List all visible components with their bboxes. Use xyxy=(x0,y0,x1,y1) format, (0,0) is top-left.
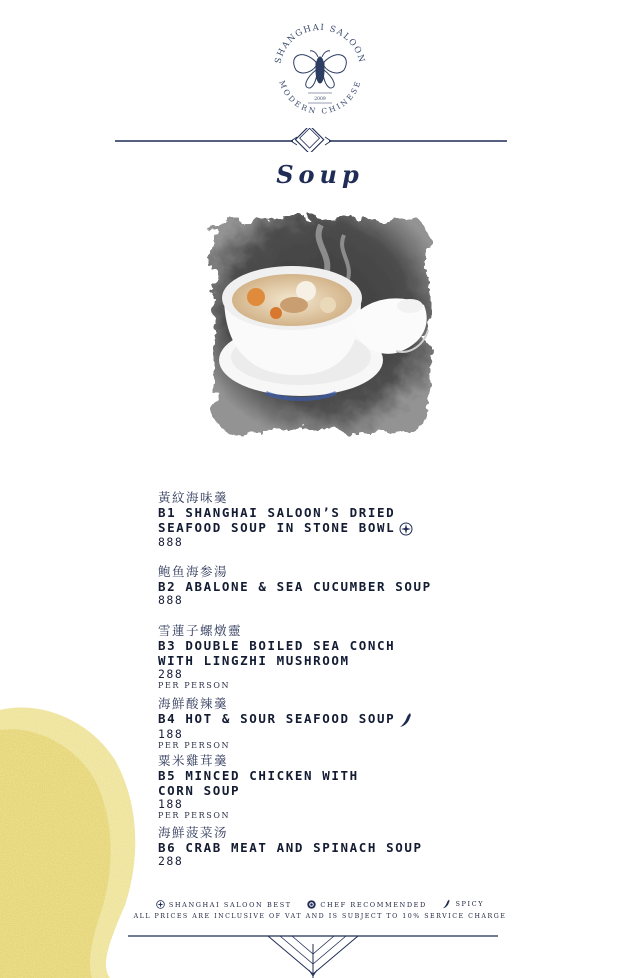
item-english-name-line2: WITH LINGZHI MUSHROOM xyxy=(158,653,350,668)
item-english-name: B3 DOUBLE BOILED SEA CONCH xyxy=(158,638,396,653)
item-english-name: B6 CRAB MEAT AND SPINACH SOUP xyxy=(158,840,423,855)
item-chinese-name: 雪蓮子螺燉靈 xyxy=(158,623,243,638)
section-title: Soup xyxy=(276,160,364,189)
bottom-divider xyxy=(128,930,498,978)
item-price: 888 xyxy=(158,593,184,607)
item-english-name-line2: CORN SOUP xyxy=(158,783,241,798)
item-price: 288 xyxy=(158,667,184,681)
chef-recommended-icon xyxy=(307,900,316,909)
item-english-name-line2: SEAFOOD SOUP IN STONE BOWL xyxy=(158,520,488,536)
item-english-name: B1 SHANGHAI SALOON’S DRIED xyxy=(158,505,396,520)
brand-year: 2009 xyxy=(314,97,326,102)
menu-item-b3 xyxy=(158,623,488,691)
item-chinese-name: 海鮮菠菜汤 xyxy=(158,825,229,840)
menu-item-b6 xyxy=(158,825,488,868)
legend-spicy xyxy=(442,899,484,909)
menu-item-b2 xyxy=(158,564,488,607)
spicy-icon xyxy=(442,899,451,909)
saloon-best-icon xyxy=(156,900,165,909)
spicy-icon xyxy=(399,712,413,728)
item-chinese-name: 鲍鱼海参湯 xyxy=(158,564,229,579)
bee-icon xyxy=(294,51,347,88)
item-chinese-name: 黃紋海味羹 xyxy=(158,490,229,505)
item-price: 188 xyxy=(158,726,184,741)
item-per-person: PER PERSON xyxy=(158,740,231,750)
item-english-name: B4 HOT & SOUR SEAFOOD SOUP xyxy=(158,711,488,728)
item-price: 288 xyxy=(158,854,184,868)
item-chinese-name: 粟米雞茸羹 xyxy=(158,753,229,768)
item-english-name: B2 ABALONE & SEA CUCUMBER SOUP xyxy=(158,579,432,594)
item-chinese-name: 海鮮酸辣羹 xyxy=(158,696,229,711)
brand-arc-bottom: MODERN CHINESE xyxy=(277,79,363,116)
legend-chef xyxy=(307,900,426,909)
item-per-person: PER PERSON xyxy=(158,811,231,820)
item-price: 888 xyxy=(158,534,184,549)
top-divider xyxy=(115,128,507,152)
price-note: ALL PRICES ARE INCLUSIVE OF VAT AND IS SUBJECT TO 10% SERVICE CHARGE xyxy=(133,913,507,920)
item-per-person: PER PERSON xyxy=(158,681,231,690)
legend-best xyxy=(156,900,292,909)
menu-item-b4 xyxy=(158,696,488,751)
brand-arc-top: SHANGHAI SALOON xyxy=(273,22,367,65)
item-english-name: B5 MINCED CHICKEN WITH xyxy=(158,768,359,783)
legend-spicy-label: SPICY xyxy=(455,900,485,908)
item-price: 188 xyxy=(158,797,184,811)
icon-legend xyxy=(0,899,640,911)
saloon-best-icon xyxy=(399,522,413,536)
menu-item-b1 xyxy=(158,490,488,549)
soup-tureen-image xyxy=(196,205,446,445)
legend-chef-label: CHEF RECOMMENDED xyxy=(320,900,427,909)
menu-item-b5 xyxy=(158,753,488,821)
brand-logo xyxy=(266,14,374,122)
legend-best-label: SHANGHAI SALOON BEST xyxy=(168,900,292,909)
